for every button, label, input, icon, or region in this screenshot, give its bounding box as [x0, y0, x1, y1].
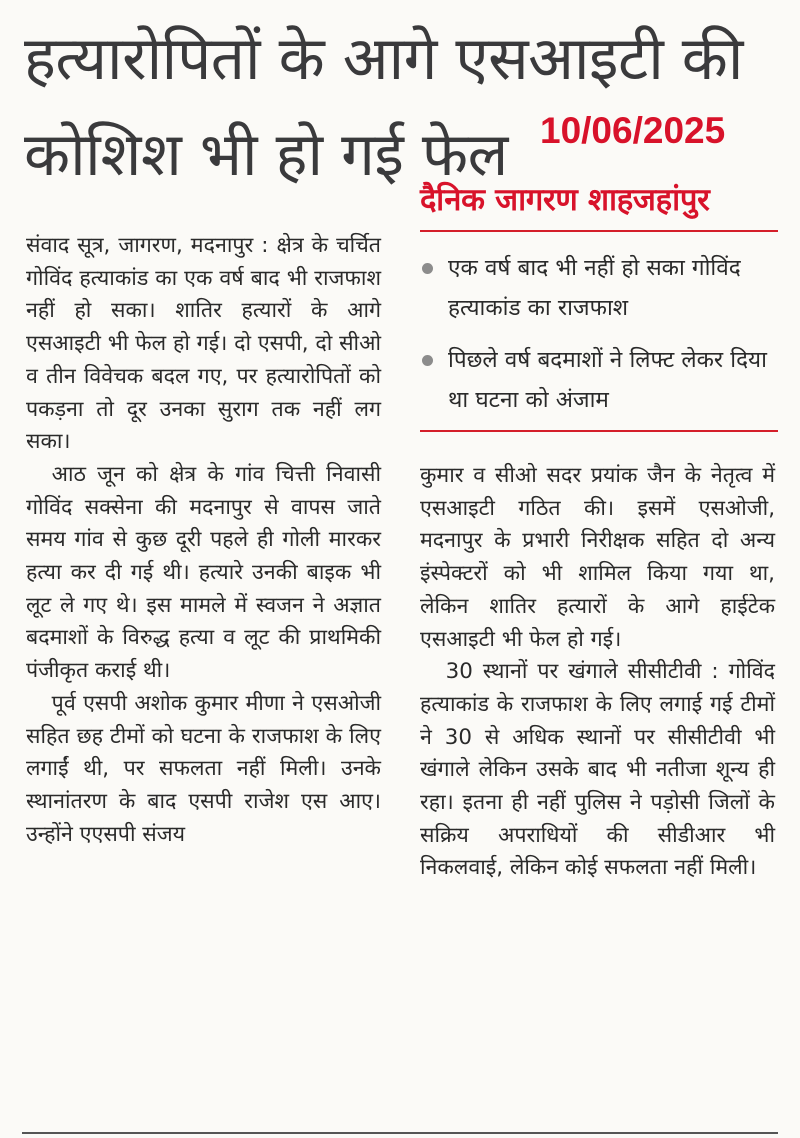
- publication-name: दैनिक जागरण शाहजहांपुर: [420, 182, 710, 218]
- article-paragraph: [420, 656, 775, 885]
- headline-line-1: हत्यारोपितों के आगे एसआइटी की: [24, 24, 743, 94]
- highlight-top-rule: [420, 230, 778, 232]
- subheading: 30 स्थानों पर खंगाले सीसीटीवी :: [445, 659, 719, 685]
- highlight-text: पिछले वर्ष बदमाशों ने लिफ्ट लेकर दिया था घटना को अंजाम: [448, 347, 767, 413]
- highlight-bottom-rule: [420, 430, 778, 432]
- paragraph-text: गोविंद हत्याकांड के राजफाश के लिए लगाई गई टीमों ने 30 से अधिक स्थानों पर सीसीटीवी भी खंगाले लेकिन उसके बाद भी नतीजा शून्य ही रहा। इतना ही नहीं पुलिस ने पड़ोसी जिलों के सक्रिय अपराधियों की सीडीआर भी निकलवाई, लेकिन कोई सफलता नहीं मिली।: [420, 659, 775, 881]
- bullet-icon: [422, 355, 433, 366]
- headline-line-2: कोशिश भी हो गई फेल: [24, 120, 508, 190]
- highlights-box: [420, 248, 780, 432]
- article-column-right: [420, 460, 775, 885]
- bullet-icon: [422, 263, 433, 274]
- highlight-text: एक वर्ष बाद भी नहीं हो सका गोविंद हत्याकांड का राजफाश: [448, 255, 741, 321]
- highlight-item: [420, 248, 780, 328]
- dateline: संवाद सूत्र, जागरण, मदनापुर :: [26, 233, 269, 258]
- article-paragraph: पूर्व एसपी अशोक कुमार मीणा ने एसओजी सहित छह टीमों को घटना के राजफाश के लिए लगाईं थी, पर सफलता नहीं मिली। उनके स्थानांतरण के बाद एसपी राजेश एस आए। उन्होंने एएसपी संजय: [26, 690, 381, 847]
- page-bottom-rule: [22, 1132, 778, 1134]
- highlight-item: [420, 340, 780, 420]
- article-paragraph: आठ जून को क्षेत्र के गांव चित्ती निवासी गोविंद सक्सेना की मदनापुर से वापस जाते समय गांव से कुछ दूरी पहले ही गोली मारकर हत्या कर दी गई थी। हत्यारे उनकी बाइक भी लूट ले गए थे। इस मामले में स्वजन ने अज्ञात बदमाशों के विरुद्ध हत्या व लूट की प्राथमिकी पंजीकृत कराई थी।: [26, 461, 381, 684]
- publication-date: 10/06/2025: [540, 110, 726, 151]
- paragraph-text: क्षेत्र के चर्चित गोविंद हत्याकांड का एक वर्ष बाद भी राजफाश नहीं हो सका। शातिर हत्यारों के आगे एसआइटी भी फेल हो गई। दो एसपी, दो सीओ व तीन विवेचक बदल गए, पर हत्यारोपितों को पकड़ना तो दूर उनका सुराग तक नहीं लग सका।: [26, 233, 381, 455]
- article-paragraph: [26, 230, 381, 459]
- article-paragraph: कुमार व सीओ सदर प्रयांक जैन के नेतृत्व में एसआइटी गठित की। इसमें एसओजी, मदनापुर के प्रभारी निरीक्षक सहित दो अन्य इंस्पेक्टरों को भी शामिल किया गया था, लेकिन शातिर हत्यारों के आगे हाईटेक एसआइटी भी फेल हो गई।: [420, 463, 775, 652]
- article-column-left: [26, 230, 381, 851]
